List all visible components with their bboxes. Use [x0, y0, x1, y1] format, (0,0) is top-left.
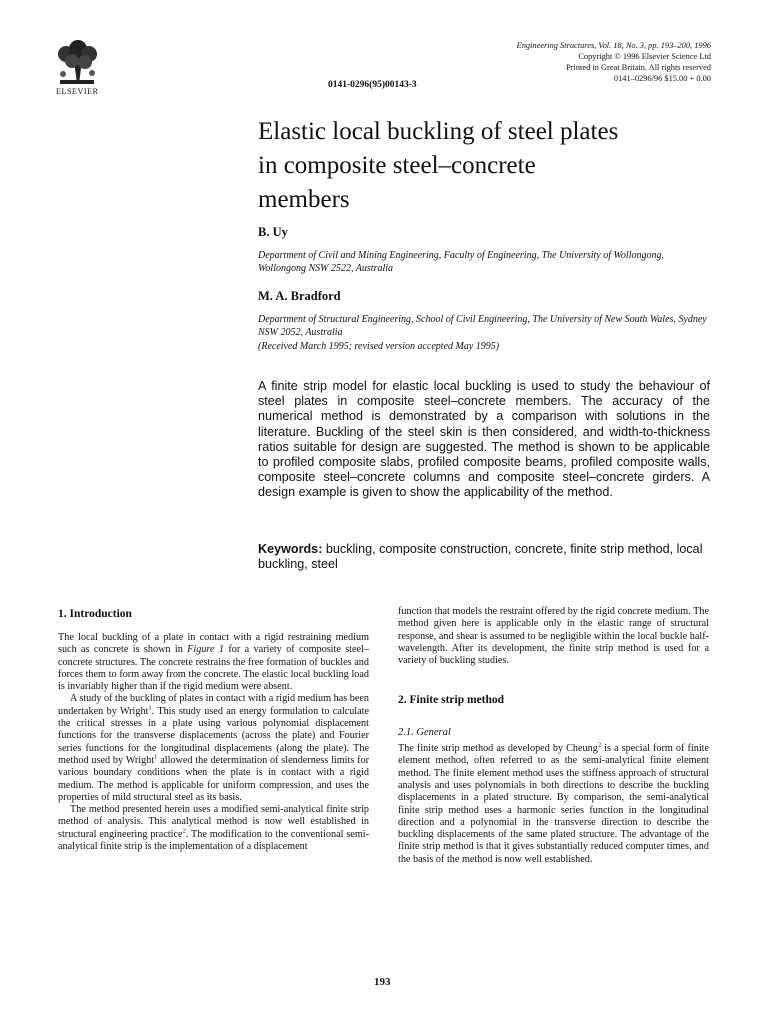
keywords: [258, 542, 710, 572]
paper-title: [258, 115, 728, 217]
paragraph: The finite strip method as developed by Cheung$^2$ is a special form of finite element method, often referred to as the semi-analytical finite element method. The finite element method uses the stiffness approach of structural analysis and uses polynomials in both directions to describe the buckling displacements in a plated structure. By comparison, the semi-analytical finite strip method uses a harmonic series function in the longitudinal direction and a polynomial in the transverse direction to describe the buckling displacements of the same plated structure. The advantage of the finite strip method is that it gives substantially reduced computer times, and the basis of the method is now well established.: [398, 741, 709, 865]
title-line: members: [258, 186, 350, 213]
citation-ref: 2: [182, 827, 186, 835]
copyright-line: Copyright © 1996 Elsevier Science Ltd: [578, 52, 711, 61]
abstract: A finite strip model for elastic local buckling is used to study the behaviour of steel plates in composite steel–concrete members. The accuracy of the numerical method is demonstrated by a comparison with solutions in the literature. Buckling of the steel skin is then considered, and width-to-thickness ratios suitable for design are suggested. The method is shown to be applicable to profiled composite slabs, profiled composite beams, profiled composite walls, composite steel–concrete columns and composite steel–concrete girders. A design example is given to show the applicability of the method.: [258, 379, 710, 500]
author-name: B. Uy: [258, 225, 288, 239]
journal-line: Engineering Structures, Vol. 18, No. 3, pp. 193–200, 1996: [516, 41, 711, 50]
doi-code: 0141-0296(95)00143-3: [328, 80, 417, 90]
received-dates: (Received March 1995; revised version accepted May 1995): [258, 341, 500, 352]
citation-ref: 2: [597, 741, 602, 749]
right-column: [398, 606, 709, 866]
subsection-heading-general: 2.1. General: [398, 726, 451, 738]
paragraph: The method presented herein uses a modified semi-analytical finite strip method of analysis. This analytical method is now well established in structural engineering practice$^2$. The modification to the conventional semi-analytical finite strip is the implementation of a displacement: [58, 804, 369, 853]
left-column: [58, 608, 370, 853]
citation-ref: 1: [148, 704, 152, 712]
paragraph: function that models the restraint offered by the rigid concrete medium. The method given here is applicable only in the elastic range of structural response, and shear is assumed to be negligible within the local buckle half-wavelength. After its development, the finite strip method is used for a variety of buckling studies.: [398, 606, 709, 667]
page-number: 193: [374, 976, 391, 988]
elsevier-tree-logo-icon: [54, 40, 100, 86]
printed-line: Printed in Great Britain. All rights reserved: [566, 63, 711, 72]
keywords-label: Keywords:: [258, 542, 323, 556]
title-line: in composite steel–concrete: [258, 152, 536, 179]
paragraph: The local buckling of a plate in contact with a rigid restraining medium such as concrete is shown in Figure 1 for a variety of composite steel–concrete structures. The concrete restrains the free formation of buckles and forces them to form away from the concrete. The elastic local buckling load is invariably higher than if the rigid medium were absent.: [58, 632, 369, 693]
price-line: 0141–0296/96 $15.00 + 0.00: [613, 74, 711, 83]
author-affiliation: Department of Structural Engineering, School of Civil Engineering, The University of New South Wales, Sydney NSW 2052, Australia: [258, 314, 707, 338]
keywords-text: buckling, composite construction, concrete, finite strip method, local buckling, steel: [258, 542, 703, 572]
author-name: M. A. Bradford: [258, 289, 341, 303]
figure-ref: Figure 1: [187, 644, 224, 656]
paragraph: A study of the buckling of plates in contact with a rigid medium has been undertaken by Wright$^1$. This study used an energy formulation to calculate the critical stresses in a plate using various polynomial displacement functions for the transverse displacements (across the plate) and Fourier series functions for the longitudinal displacements (along the plate). The method used by Wright$^1$ allowed the determination of slenderness limits for various boundary conditions when the plate is in contact with a rigid medium. The method is applicable for uniform compression, and uses the properties of mild structural steel as its basis.: [58, 693, 370, 803]
title-line: Elastic local buckling of steel plates: [258, 118, 619, 145]
section-heading-finite-strip: 2. Finite strip method: [398, 694, 505, 707]
publisher-name: ELSEVIER: [56, 87, 99, 96]
author-affiliation: Department of Civil and Mining Engineering, Faculty of Engineering, The University of Wollongong, Wollongong NSW 2522, Australia: [258, 250, 664, 274]
journal-info: [517, 40, 711, 84]
citation-ref: 1: [154, 753, 158, 761]
section-heading-introduction: 1. Introduction: [58, 608, 132, 620]
